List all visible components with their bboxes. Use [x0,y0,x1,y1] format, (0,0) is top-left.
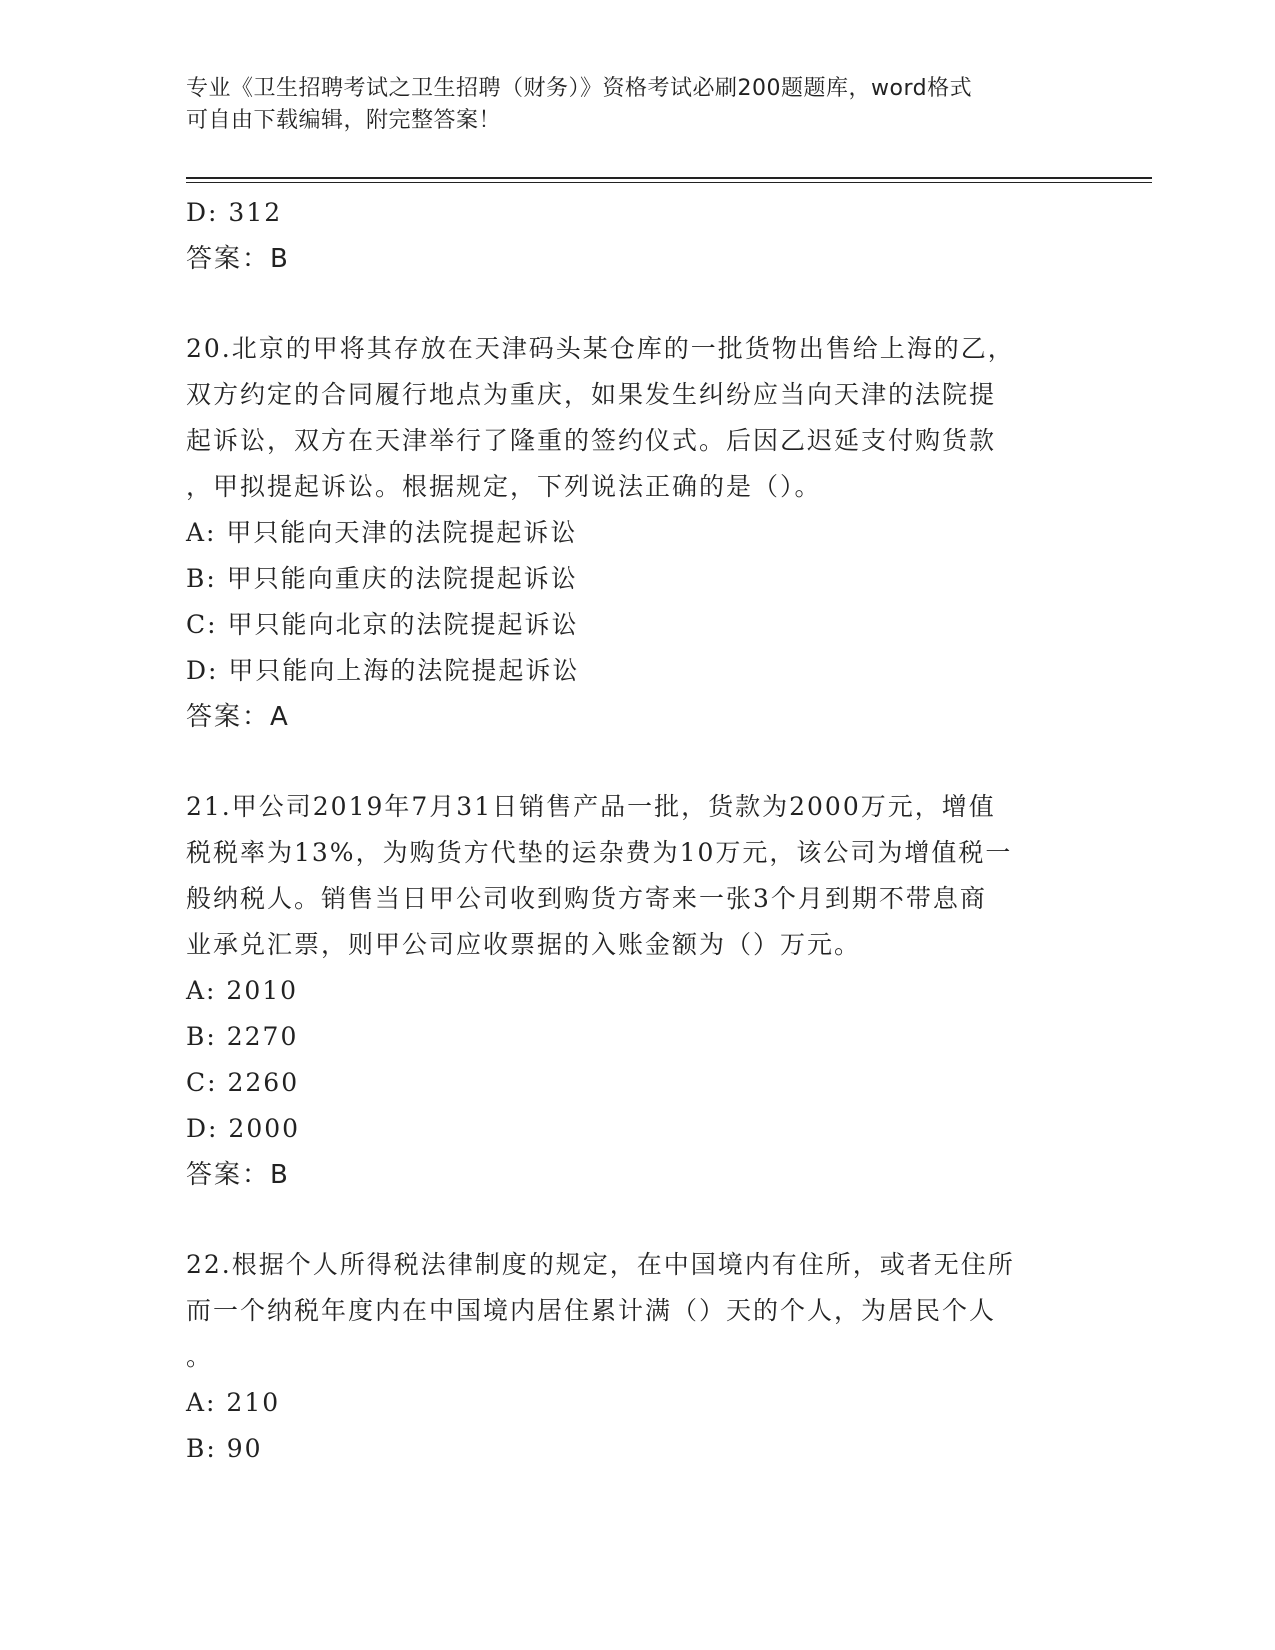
header-divider-thin [186,182,1152,183]
option-c: C: 2260 [186,1068,300,1097]
question-stem-line: 业承兑汇票，则甲公司应收票据的入账金额为（）万元。 [186,930,862,959]
header-line-2: 可自由下载编辑，附完整答案！ [186,108,502,133]
question-stem-line: 双方约定的合同履行地点为重庆，如果发生纠纷应当向天津的法院提 [186,380,997,409]
option-d: D: 甲只能向上海的法院提起诉讼 [186,656,580,685]
option-a: A: 甲只能向天津的法院提起诉讼 [186,518,578,547]
option-d: D: 2000 [186,1114,301,1143]
option-b: B: 90 [186,1434,263,1463]
question-stem-line: ，甲拟提起诉讼。根据规定，下列说法正确的是（）。 [186,472,822,501]
question-stem-line: 22.根据个人所得税法律制度的规定，在中国境内有住所，或者无住所 [186,1250,1015,1279]
option-b: B: 甲只能向重庆的法院提起诉讼 [186,564,578,593]
answer: 答案：B [186,1160,290,1190]
header-divider-thick [186,177,1152,179]
answer: 答案：B [186,244,290,274]
question-stem-line: 般纳税人。销售当日甲公司收到购货方寄来一张3个月到期不带息商 [186,884,987,913]
option-a: A: 210 [186,1388,281,1417]
question-stem-line: 起诉讼，双方在天津举行了隆重的签约仪式。后因乙迟延支付购货款 [186,426,997,455]
question-21 [186,784,1086,1198]
question-stem-line: 税税率为13%，为购货方代垫的运杂费为10万元，该公司为增值税一 [186,838,1013,867]
question-19-tail [186,190,1086,282]
option-c: C: 甲只能向北京的法院提起诉讼 [186,610,579,639]
option-b: B: 2270 [186,1022,299,1051]
question-stem-line: 20.北京的甲将其存放在天津码头某仓库的一批货物出售给上海的乙， [186,334,1015,363]
question-stem-line: 。 [186,1342,214,1371]
question-stem-line: 21.甲公司2019年7月31日销售产品一批，货款为2000万元，增值 [186,792,996,821]
option-a: A: 2010 [186,976,299,1005]
spacer [186,740,1086,784]
option-d: D: 312 [186,198,283,227]
question-22 [186,1242,1086,1472]
spacer [186,282,1086,326]
document-body [186,190,1086,1472]
answer: 答案：A [186,702,290,732]
question-stem-line: 而一个纳税年度内在中国境内居住累计满（）天的个人，为居民个人 [186,1296,997,1325]
header-line-1: 专业《卫生招聘考试之卫生招聘（财务）》资格考试必刷200题题库，word格式 [186,76,973,101]
document-header [186,73,1066,137]
question-20 [186,326,1086,740]
spacer [186,1198,1086,1242]
